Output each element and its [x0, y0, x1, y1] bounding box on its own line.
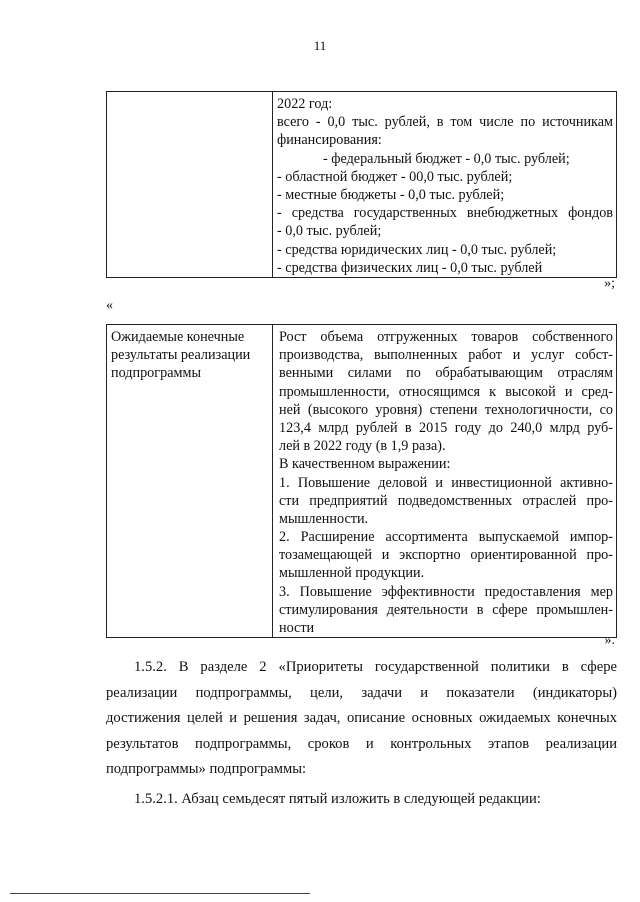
paragraph-line: подпрограммы» подпрограммы: — [106, 761, 307, 777]
funding-line: - местные бюджеты - 0,0 тыс. рублей; — [277, 186, 505, 203]
paragraph-line: 1.5.2.1. Абзац семьдесят пятый изложить в следующей редакции: — [134, 791, 541, 807]
expected-results-label-cell — [107, 325, 273, 638]
funding-line: - 0,0 тыс. рублей; — [277, 223, 382, 240]
label-line: результаты реализации — [111, 347, 251, 364]
paragraph-line: реализации подпрограммы, цели, задачи и показатели (индикаторы) — [106, 684, 617, 701]
result-line: Рост объема отгруженных товаров собственного — [279, 329, 613, 345]
expected-results-table — [106, 324, 617, 638]
funding-table-value-cell — [273, 92, 617, 278]
opening-quote: « — [106, 298, 113, 313]
expected-results-value-cell — [273, 325, 617, 638]
funding-line: - средства физических лиц - 0,0 тыс. рублей — [277, 259, 543, 276]
footer-rule — [10, 893, 310, 894]
result-line: мышленной продукции. — [279, 565, 425, 582]
result-line: ности — [279, 620, 315, 636]
section-paragraph — [106, 655, 617, 783]
funding-line: 2022 год: — [277, 96, 333, 112]
funding-line: - средства юридических лиц - 0,0 тыс. рублей; — [277, 241, 557, 258]
paragraph-line: результатов подпрограммы, сроков и контрольных этапов реализации — [106, 735, 617, 752]
result-line: 1. Повышение деловой и инвестиционной активно- — [279, 474, 613, 491]
result-line: ней (высокого уровня) степени технологичности, со — [279, 401, 613, 418]
result-line: 123,4 млрд рублей в 2015 году до 240,0 млрд руб- — [279, 419, 613, 436]
paragraph-line: достижения целей и решения задач, описание основных ожидаемых конечных — [106, 710, 617, 726]
result-line: стимулирования деятельности в сфере промышлен- — [279, 601, 613, 618]
funding-line: - областной бюджет - 00,0 тыс. рублей; — [277, 168, 513, 185]
subsection-paragraph — [106, 787, 617, 813]
funding-table — [106, 91, 617, 278]
result-line: промышленности, относящимся к высокой и сред- — [279, 383, 613, 400]
page-number: 11 — [313, 38, 327, 53]
result-line: тозамещающей и экспортно ориентированной про- — [279, 547, 613, 564]
closing-quote: »; — [604, 276, 615, 291]
funding-line: всего - 0,0 тыс. рублей, в том числе по источникам — [277, 114, 613, 131]
funding-line: - средства государственных внебюджетных фондов — [277, 205, 613, 222]
result-line: 3. Повышение эффективности предоставления мер — [279, 583, 613, 600]
closing-quote: ». — [604, 633, 615, 648]
funding-table-label-cell — [107, 92, 273, 278]
result-line: 2. Расширение ассортимента выпускаемой импор- — [279, 529, 613, 546]
result-line: мышленности. — [279, 510, 369, 527]
result-line: венными силами по обрабатывающим отраслям — [279, 365, 613, 382]
funding-line: - федеральный бюджет - 0,0 тыс. рублей; — [323, 150, 570, 167]
funding-line: финансирования: — [277, 132, 382, 149]
result-line: В качественном выражении: — [279, 456, 451, 473]
paragraph-line: 1.5.2. В разделе 2 «Приоритеты государственной политики в сфере — [134, 659, 617, 675]
label-line: Ожидаемые конечные — [111, 329, 245, 345]
label-line: подпрограммы — [111, 365, 201, 382]
result-line: сти предприятий подведомственных отраслей про- — [279, 492, 613, 509]
result-line: производства, выполненных работ и услуг собст- — [279, 347, 613, 364]
result-line: лей в 2022 году (в 1,9 раза). — [279, 438, 446, 455]
